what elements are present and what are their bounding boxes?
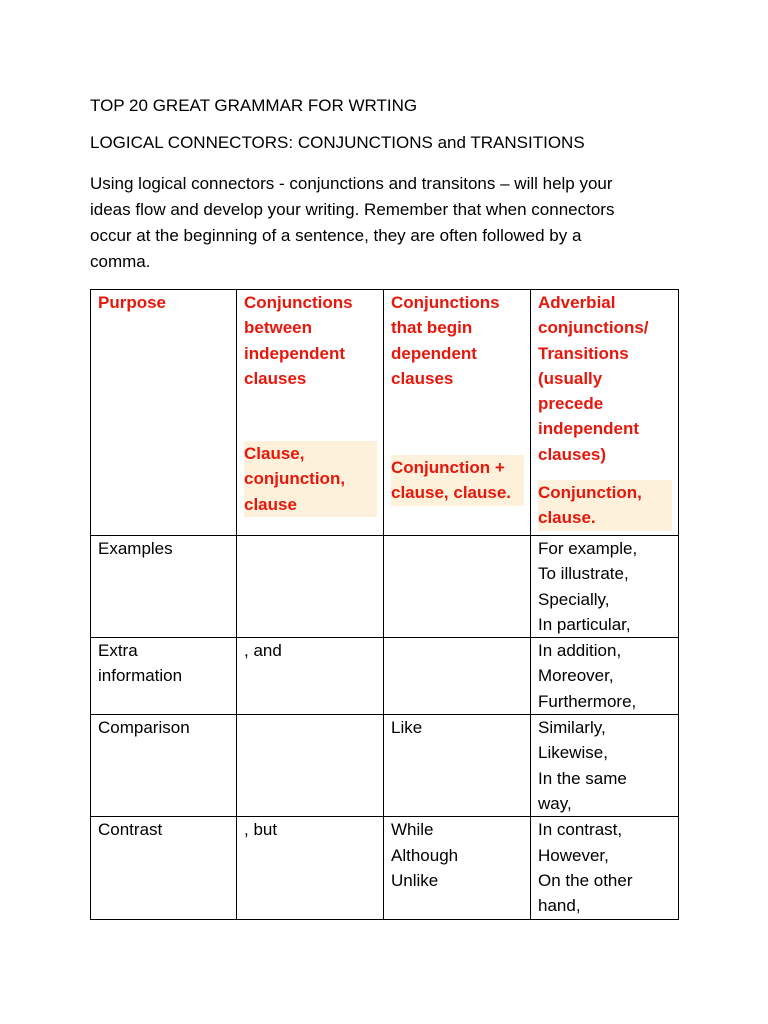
pattern-highlight: Conjunction, (538, 480, 672, 505)
header-transitions (531, 290, 679, 536)
cell-purpose (91, 536, 237, 638)
cell-line: Examples (98, 539, 173, 558)
cell-line: Like (391, 718, 423, 738)
cell-purpose (91, 817, 237, 919)
cell-line: way, (538, 794, 572, 814)
pattern-line (538, 480, 672, 505)
header-line: precede (538, 394, 604, 414)
spacer (244, 391, 377, 441)
cell-transitions (531, 817, 679, 919)
pattern-line (244, 492, 377, 517)
header-line: Transitions (538, 343, 629, 363)
cell-line: , but (244, 820, 278, 840)
header-line: independent (244, 343, 346, 363)
cell-independent (237, 536, 384, 638)
cell-transitions (531, 715, 679, 817)
header-line: Conjunctions (391, 293, 500, 312)
cell-line: While (391, 820, 434, 840)
cell-line: In particular, (538, 614, 631, 634)
cell-line: To illustrate, (538, 564, 629, 584)
cell-dependent (384, 715, 531, 817)
cell-line: , and (244, 641, 282, 661)
header-line: independent (538, 419, 640, 439)
cell-line: Similarly, (538, 718, 606, 738)
pattern-line (244, 466, 377, 491)
intro-line: comma. (90, 252, 151, 271)
table-row (91, 638, 679, 715)
intro-line: occur at the beginning of a sentence, they are often followed by a (90, 226, 582, 245)
header-line: Conjunctions (244, 293, 353, 312)
document-subtitle: LOGICAL CONNECTORS: CONJUNCTIONS and TRANSITIONS (90, 133, 585, 152)
header-dependent-conjunctions (384, 290, 531, 536)
pattern-highlight: clause, clause. (391, 480, 524, 505)
cell-line: In addition, (538, 641, 622, 661)
header-purpose (91, 290, 237, 536)
cell-line: Unlike (391, 870, 439, 890)
connectors-table (90, 289, 679, 920)
header-independent-conjunctions (237, 290, 384, 536)
cell-dependent (384, 638, 531, 715)
pattern-highlight: clause (244, 492, 377, 517)
cell-dependent (384, 536, 531, 638)
header-line: conjunctions/ (538, 318, 649, 338)
cell-line: In contrast, (538, 820, 623, 840)
intro-line: Using logical connectors - conjunctions and transitons – will help your (90, 174, 613, 193)
table-row (91, 817, 679, 919)
pattern-highlight: Conjunction + (391, 455, 524, 480)
table-header-row (91, 290, 679, 536)
cell-independent (237, 715, 384, 817)
cell-independent (237, 817, 384, 919)
cell-transitions (531, 536, 679, 638)
cell-dependent (384, 817, 531, 919)
header-line: that begin (391, 318, 473, 338)
intro-paragraph (90, 171, 690, 275)
pattern-line (538, 505, 672, 530)
intro-line: ideas flow and develop your writing. Remember that when connectors (90, 200, 615, 219)
cell-line: However, (538, 845, 609, 865)
cell-purpose (91, 638, 237, 715)
cell-line: Extra (98, 641, 138, 661)
header-line: clauses) (538, 444, 607, 464)
cell-line: In the same (538, 768, 627, 788)
header-purpose-label: Purpose (98, 293, 167, 312)
document-title: TOP 20 GREAT GRAMMAR FOR WRTING (90, 96, 418, 115)
table-row (91, 536, 679, 638)
cell-line: Comparison (98, 718, 190, 738)
pattern-highlight: conjunction, (244, 466, 377, 491)
table-row (91, 715, 679, 817)
cell-line: Likewise, (538, 743, 608, 763)
cell-line: information (98, 666, 183, 686)
cell-transitions (531, 638, 679, 715)
pattern-line (391, 455, 524, 480)
pattern-highlight: clause. (538, 505, 672, 530)
pattern-line (244, 441, 377, 466)
spacer (538, 467, 672, 480)
header-line: Adverbial (538, 293, 616, 312)
cell-line: Specially, (538, 589, 610, 609)
header-line: clauses (244, 368, 307, 388)
cell-line: Moreover, (538, 666, 614, 686)
cell-line: For example, (538, 539, 638, 558)
cell-line: Although (391, 845, 459, 865)
header-line: between (244, 318, 313, 338)
cell-line: Contrast (98, 820, 163, 840)
header-line: dependent (391, 343, 477, 363)
cell-independent (237, 638, 384, 715)
spacer (391, 391, 524, 455)
header-line: clauses (391, 368, 454, 388)
cell-line: On the other (538, 870, 633, 890)
cell-line: Furthermore, (538, 691, 637, 711)
cell-purpose (91, 715, 237, 817)
pattern-line (391, 480, 524, 505)
cell-line: hand, (538, 896, 581, 916)
header-line: (usually (538, 368, 603, 388)
pattern-highlight: Clause, (244, 441, 377, 466)
